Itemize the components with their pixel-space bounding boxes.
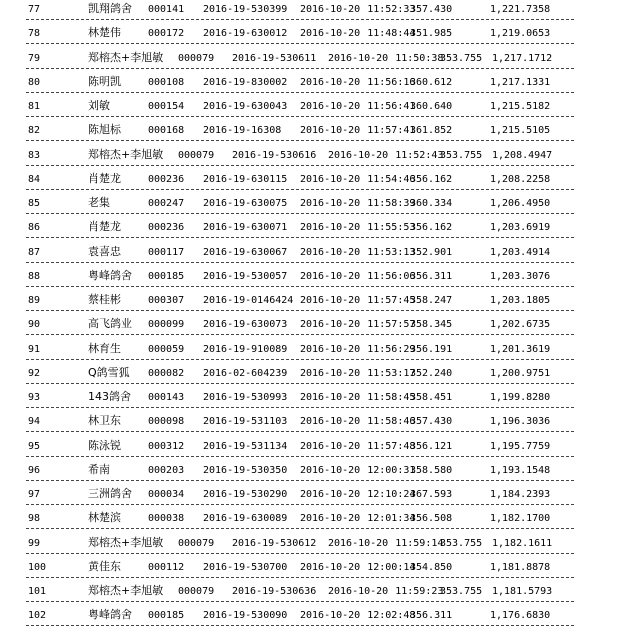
date-value: 2016-10-20 xyxy=(300,295,361,306)
rank-cell: 77 xyxy=(28,4,41,15)
speed-cell: 360.334 xyxy=(410,198,453,209)
row-divider xyxy=(26,504,574,505)
speed-cell: 353.755 xyxy=(440,149,483,161)
row-divider xyxy=(26,334,574,335)
name-cell: 郑榕杰+李旭敏 xyxy=(88,147,164,161)
rank-cell: 97 xyxy=(28,489,41,500)
ring-cell: 2016-19-530616 xyxy=(232,149,317,161)
time-value: 11:48:44 xyxy=(367,28,416,40)
date-value: 2016-10-20 xyxy=(300,513,361,525)
name-cell: 凯翔鸽舍 xyxy=(88,2,132,15)
ring-cell: 2016-19-0146424 xyxy=(203,295,294,306)
code-cell: 000236 xyxy=(148,222,185,234)
row-divider xyxy=(26,431,574,432)
code-cell: 000168 xyxy=(148,125,185,137)
name-cell: 林育生 xyxy=(88,341,121,355)
date-cell xyxy=(300,77,415,89)
table-row xyxy=(0,146,622,170)
name-cell: 蔡桂彬 xyxy=(88,293,121,306)
table-row xyxy=(0,437,622,461)
score-cell: 1,203.1805 xyxy=(490,295,551,306)
time-value: 11:56:06 xyxy=(367,270,416,282)
date-value: 2016-10-20 xyxy=(300,610,361,622)
time-value: 11:54:46 xyxy=(367,173,416,185)
time-value: 12:02:48 xyxy=(367,610,416,622)
table-row xyxy=(0,461,622,485)
name-cell: 陈明凯 xyxy=(88,74,121,88)
row-divider xyxy=(26,577,574,578)
ring-cell: 2016-19-530290 xyxy=(203,489,288,500)
table-row xyxy=(0,194,622,218)
date-cell xyxy=(300,610,415,622)
date-cell xyxy=(300,125,415,137)
row-divider xyxy=(26,528,574,529)
date-value: 2016-10-20 xyxy=(300,343,361,355)
time-value: 11:50:38 xyxy=(395,52,444,64)
date-cell xyxy=(328,53,443,65)
row-divider xyxy=(26,92,574,93)
row-divider xyxy=(26,140,574,141)
date-value: 2016-10-20 xyxy=(300,125,361,137)
date-value: 2016-10-20 xyxy=(300,246,361,258)
ring-cell: 2016-19-530612 xyxy=(232,537,317,549)
table-row xyxy=(0,121,622,145)
time-value: 11:58:46 xyxy=(367,416,416,428)
code-cell: 000185 xyxy=(148,610,185,622)
row-divider xyxy=(26,456,574,457)
score-cell: 1,217.1712 xyxy=(492,52,553,64)
speed-cell: 356.162 xyxy=(410,173,453,185)
date-cell xyxy=(300,295,415,307)
score-cell: 1,199.8280 xyxy=(490,392,551,403)
time-value: 11:56:29 xyxy=(367,343,416,355)
rank-cell: 100 xyxy=(28,561,47,573)
score-cell: 1,203.4914 xyxy=(490,246,551,258)
rank-cell: 87 xyxy=(28,246,41,258)
ring-cell: 2016-19-531103 xyxy=(203,416,288,428)
ring-cell: 2016-19-630115 xyxy=(203,173,288,185)
code-cell: 000185 xyxy=(148,270,185,282)
ring-cell: 2016-19-630075 xyxy=(203,198,288,209)
score-cell: 1,215.5182 xyxy=(490,101,551,112)
code-cell: 000154 xyxy=(148,101,185,112)
rank-cell: 78 xyxy=(28,28,41,40)
row-divider xyxy=(26,189,574,190)
ring-cell: 2016-19-830002 xyxy=(203,76,288,88)
date-cell xyxy=(300,368,415,380)
rank-cell: 84 xyxy=(28,173,41,185)
score-cell: 1,221.7358 xyxy=(490,4,551,15)
row-divider xyxy=(26,553,574,554)
time-value: 11:57:41 xyxy=(367,125,416,137)
score-cell: 1,206.4950 xyxy=(490,198,551,209)
speed-cell: 352.901 xyxy=(410,246,453,258)
time-value: 11:59:23 xyxy=(395,586,444,597)
speed-cell: 353.755 xyxy=(440,537,483,549)
code-cell: 000079 xyxy=(178,149,215,161)
score-cell: 1,181.5793 xyxy=(492,586,553,597)
table-row xyxy=(0,315,622,339)
speed-cell: 354.850 xyxy=(410,561,453,573)
table-row xyxy=(0,364,622,388)
date-cell xyxy=(300,28,415,40)
speed-cell: 356.311 xyxy=(410,270,453,282)
row-divider xyxy=(26,116,574,117)
rank-cell: 96 xyxy=(28,464,41,476)
score-cell: 1,181.8878 xyxy=(490,561,551,573)
speed-cell: 353.755 xyxy=(440,586,483,597)
row-divider xyxy=(26,165,574,166)
date-cell xyxy=(300,416,415,428)
table-row xyxy=(0,267,622,291)
row-divider xyxy=(26,19,574,20)
time-value: 11:53:17 xyxy=(367,367,416,379)
time-value: 11:56:16 xyxy=(367,76,416,88)
table-row xyxy=(0,97,622,121)
rank-cell: 92 xyxy=(28,367,41,379)
date-value: 2016-10-20 xyxy=(300,464,361,476)
ring-cell: 2016-19-530636 xyxy=(232,586,317,597)
name-cell: 三洲鸽舍 xyxy=(88,487,132,500)
date-value: 2016-10-20 xyxy=(328,149,389,161)
date-cell xyxy=(300,174,415,186)
speed-cell: 357.430 xyxy=(410,4,453,15)
rank-cell: 90 xyxy=(28,319,41,331)
code-cell: 000312 xyxy=(148,440,185,452)
name-cell: Q鸽雪狐 xyxy=(88,365,130,379)
table-row xyxy=(0,509,622,533)
score-cell: 1,182.1700 xyxy=(490,513,551,525)
code-cell: 000143 xyxy=(148,392,185,403)
table-row xyxy=(0,558,622,582)
date-cell xyxy=(300,465,415,477)
rank-cell: 94 xyxy=(28,416,41,428)
date-value: 2016-10-20 xyxy=(300,173,361,185)
date-cell xyxy=(300,271,415,283)
code-cell: 000099 xyxy=(148,319,185,331)
table-row xyxy=(0,340,622,364)
name-cell: 143鸽舍 xyxy=(88,390,131,403)
date-cell xyxy=(328,538,443,550)
name-cell: 郑榕杰+李旭敏 xyxy=(88,584,164,597)
date-value: 2016-10-20 xyxy=(300,28,361,40)
date-cell xyxy=(328,150,443,162)
time-value: 11:55:53 xyxy=(367,222,416,234)
ring-cell: 2016-19-630043 xyxy=(203,101,288,112)
rank-cell: 82 xyxy=(28,125,41,137)
ring-cell: 2016-19-630073 xyxy=(203,319,288,331)
speed-cell: 356.311 xyxy=(410,610,453,622)
speed-cell: 360.612 xyxy=(410,76,453,88)
time-value: 12:10:24 xyxy=(367,489,416,500)
table-row xyxy=(0,170,622,194)
row-divider xyxy=(26,237,574,238)
date-value: 2016-10-20 xyxy=(300,76,361,88)
name-cell: 刘敏 xyxy=(88,99,110,112)
rank-cell: 93 xyxy=(28,392,41,403)
row-divider xyxy=(26,262,574,263)
table-row xyxy=(0,606,622,630)
code-cell: 000079 xyxy=(178,537,215,549)
date-cell xyxy=(300,247,415,259)
code-cell: 000034 xyxy=(148,489,185,500)
score-cell: 1,193.1548 xyxy=(490,464,551,476)
speed-cell: 351.985 xyxy=(410,28,453,40)
ring-cell: 2016-19-910089 xyxy=(203,343,288,355)
name-cell: 袁喜忠 xyxy=(88,244,121,258)
code-cell: 000247 xyxy=(148,198,185,209)
speed-cell: 356.508 xyxy=(410,513,453,525)
table-row xyxy=(0,291,622,315)
date-value: 2016-10-20 xyxy=(300,489,361,500)
date-cell xyxy=(300,562,415,574)
score-cell: 1,203.3076 xyxy=(490,270,551,282)
speed-cell: 358.247 xyxy=(410,295,453,306)
date-cell xyxy=(300,489,415,501)
code-cell: 000203 xyxy=(148,464,185,476)
score-cell: 1,208.2258 xyxy=(490,173,551,185)
date-value: 2016-10-20 xyxy=(300,416,361,428)
date-value: 2016-10-20 xyxy=(300,367,361,379)
name-cell: 陈泳锐 xyxy=(88,438,121,452)
date-value: 2016-10-20 xyxy=(300,319,361,331)
ring-cell: 2016-19-530350 xyxy=(203,464,288,476)
table-row xyxy=(0,582,622,606)
rank-cell: 95 xyxy=(28,440,41,452)
speed-cell: 360.640 xyxy=(410,101,453,112)
row-divider xyxy=(26,43,574,44)
score-cell: 1,196.3036 xyxy=(490,416,551,428)
date-value: 2016-10-20 xyxy=(300,101,361,112)
time-value: 11:57:48 xyxy=(367,440,416,452)
code-cell: 000059 xyxy=(148,343,185,355)
ring-cell: 2016-19-530399 xyxy=(203,4,288,15)
date-value: 2016-10-20 xyxy=(300,4,361,15)
ring-cell: 2016-02-604239 xyxy=(203,367,288,379)
score-cell: 1,184.2393 xyxy=(490,489,551,500)
score-cell: 1,215.5105 xyxy=(490,125,551,137)
score-cell: 1,208.4947 xyxy=(492,149,553,161)
date-value: 2016-10-20 xyxy=(300,222,361,234)
time-value: 11:57:45 xyxy=(367,295,416,306)
date-cell xyxy=(300,513,415,525)
name-cell: 郑榕杰+李旭敏 xyxy=(88,535,164,549)
rank-cell: 83 xyxy=(28,149,41,161)
speed-cell: 353.755 xyxy=(440,52,483,64)
name-cell: 粤峰鸽舍 xyxy=(88,608,132,622)
time-value: 12:01:34 xyxy=(367,513,416,525)
name-cell: 肖楚龙 xyxy=(88,171,121,185)
table-row xyxy=(0,73,622,97)
code-cell: 000079 xyxy=(178,52,215,64)
code-cell: 000098 xyxy=(148,416,185,428)
name-cell: 黄佳东 xyxy=(88,559,121,573)
time-value: 11:53:13 xyxy=(367,246,416,258)
date-value: 2016-10-20 xyxy=(300,198,361,209)
table-row xyxy=(0,485,622,509)
table-row xyxy=(0,534,622,558)
row-divider xyxy=(26,601,574,602)
name-cell: 林楚伟 xyxy=(88,26,121,40)
date-value: 2016-10-20 xyxy=(300,392,361,403)
score-cell: 1,217.1331 xyxy=(490,76,551,88)
table-row xyxy=(0,24,622,48)
date-value: 2016-10-20 xyxy=(300,561,361,573)
score-cell: 1,182.1611 xyxy=(492,537,553,549)
row-divider xyxy=(26,407,574,408)
speed-cell: 367.593 xyxy=(410,489,453,500)
time-value: 11:58:45 xyxy=(367,392,416,403)
score-cell: 1,176.6830 xyxy=(490,610,551,622)
table-row xyxy=(0,49,622,73)
speed-cell: 356.121 xyxy=(410,440,453,452)
score-cell: 1,219.0653 xyxy=(490,28,551,40)
rank-cell: 99 xyxy=(28,537,41,549)
speed-cell: 358.345 xyxy=(410,319,453,331)
code-cell: 000038 xyxy=(148,513,185,525)
speed-cell: 358.580 xyxy=(410,464,453,476)
ring-cell: 2016-19-531134 xyxy=(203,440,288,452)
time-value: 11:58:39 xyxy=(367,198,416,209)
table-row xyxy=(0,243,622,267)
table-row xyxy=(0,412,622,436)
ring-cell: 2016-19-630071 xyxy=(203,222,288,234)
date-value: 2016-10-20 xyxy=(328,52,389,64)
time-value: 11:59:14 xyxy=(395,537,444,549)
code-cell: 000108 xyxy=(148,76,185,88)
name-cell: 希南 xyxy=(88,462,110,476)
score-cell: 1,202.6735 xyxy=(490,319,551,331)
row-divider xyxy=(26,480,574,481)
time-value: 11:56:41 xyxy=(367,101,416,112)
row-divider xyxy=(26,213,574,214)
row-divider xyxy=(26,310,574,311)
time-value: 11:52:43 xyxy=(395,149,444,161)
date-cell xyxy=(300,344,415,356)
code-cell: 000082 xyxy=(148,367,185,379)
score-cell: 1,200.9751 xyxy=(490,367,551,379)
ring-cell: 2016-19-630012 xyxy=(203,28,288,40)
ring-cell: 2016-19-630067 xyxy=(203,246,288,258)
rank-cell: 81 xyxy=(28,101,41,112)
score-cell: 1,201.3619 xyxy=(490,343,551,355)
date-value: 2016-10-20 xyxy=(300,440,361,452)
row-divider xyxy=(26,383,574,384)
row-divider xyxy=(26,625,574,626)
speed-cell: 356.162 xyxy=(410,222,453,234)
time-value: 12:00:14 xyxy=(367,561,416,573)
name-cell: 高飞鸽业 xyxy=(88,317,132,331)
speed-cell: 358.451 xyxy=(410,392,453,403)
date-cell xyxy=(300,441,415,453)
speed-cell: 356.191 xyxy=(410,343,453,355)
name-cell: 粤峰鸽舍 xyxy=(88,268,132,282)
code-cell: 000079 xyxy=(178,586,215,597)
name-cell: 肖楚龙 xyxy=(88,220,121,234)
speed-cell: 352.240 xyxy=(410,367,453,379)
table-row xyxy=(0,388,622,412)
rank-cell: 86 xyxy=(28,222,41,234)
code-cell: 000172 xyxy=(148,28,185,40)
rank-cell: 79 xyxy=(28,52,41,64)
ring-cell: 2016-19-530057 xyxy=(203,270,288,282)
score-cell: 1,195.7759 xyxy=(490,440,551,452)
date-cell xyxy=(328,586,443,598)
code-cell: 000117 xyxy=(148,246,185,258)
row-divider xyxy=(26,68,574,69)
date-value: 2016-10-20 xyxy=(328,586,389,597)
code-cell: 000236 xyxy=(148,173,185,185)
rank-cell: 98 xyxy=(28,513,41,525)
time-value: 11:52:33 xyxy=(367,4,416,15)
ring-cell: 2016-19-530700 xyxy=(203,561,288,573)
date-cell xyxy=(300,4,415,16)
time-value: 11:57:57 xyxy=(367,319,416,331)
name-cell: 老集 xyxy=(88,196,110,209)
speed-cell: 361.852 xyxy=(410,125,453,137)
date-cell xyxy=(300,319,415,331)
date-value: 2016-10-20 xyxy=(300,270,361,282)
date-cell xyxy=(300,198,415,210)
code-cell: 000141 xyxy=(148,4,185,15)
ring-cell: 2016-19-530090 xyxy=(203,610,288,622)
table-row xyxy=(0,218,622,242)
code-cell: 000307 xyxy=(148,295,185,306)
name-cell: 林卫东 xyxy=(88,414,121,428)
name-cell: 陈旭标 xyxy=(88,123,121,137)
date-cell xyxy=(300,392,415,404)
ring-cell: 2016-19-16308 xyxy=(203,125,282,137)
rank-cell: 102 xyxy=(28,610,47,622)
speed-cell: 357.430 xyxy=(410,416,453,428)
date-value: 2016-10-20 xyxy=(328,537,389,549)
row-divider xyxy=(26,286,574,287)
rank-cell: 85 xyxy=(28,198,41,209)
ring-cell: 2016-19-630089 xyxy=(203,513,288,525)
name-cell: 郑榕杰+李旭敏 xyxy=(88,50,164,64)
date-cell xyxy=(300,101,415,113)
rank-cell: 88 xyxy=(28,270,41,282)
time-value: 12:00:31 xyxy=(367,464,416,476)
row-divider xyxy=(26,359,574,360)
rank-cell: 89 xyxy=(28,295,41,306)
score-cell: 1,203.6919 xyxy=(490,222,551,234)
name-cell: 林楚滨 xyxy=(88,511,121,525)
rank-cell: 101 xyxy=(28,586,47,597)
date-cell xyxy=(300,222,415,234)
ring-cell: 2016-19-530611 xyxy=(232,52,317,64)
table-row xyxy=(0,0,622,24)
code-cell: 000112 xyxy=(148,561,185,573)
ring-cell: 2016-19-530993 xyxy=(203,392,288,403)
rank-cell: 91 xyxy=(28,343,41,355)
rank-cell: 80 xyxy=(28,76,41,88)
